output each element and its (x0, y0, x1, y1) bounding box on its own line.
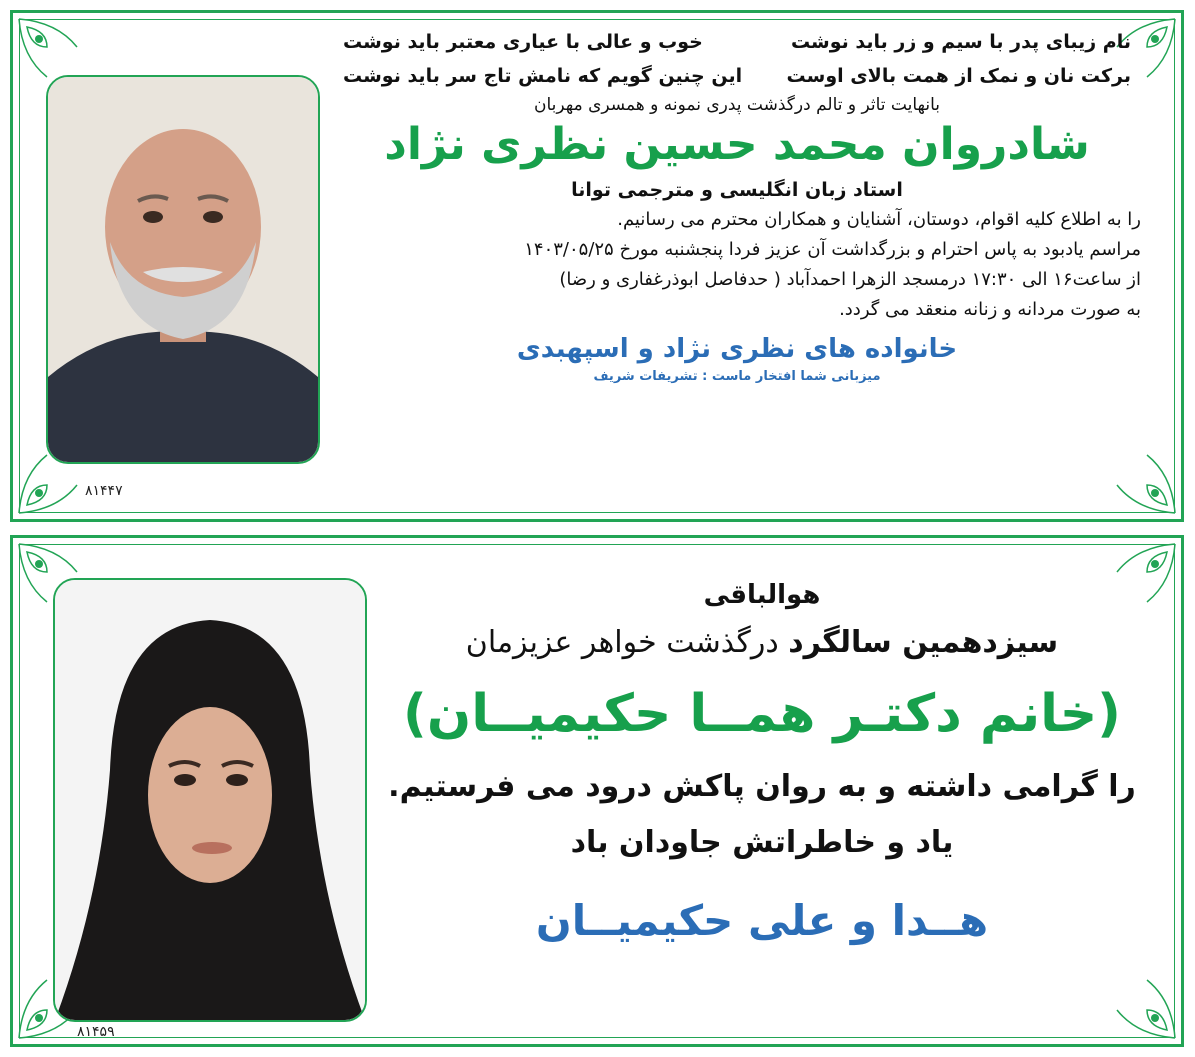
portrait-photo-man (46, 75, 320, 464)
portrait-photo-woman (53, 578, 367, 1022)
body-line: مراسم یادبود به پاس احترام و بزرگداشت آن عزیز فردا پنجشنبه مورخ ۱۴۰۳/۰۵/۲۵ (524, 239, 1141, 260)
corner-ornament-icon (1107, 445, 1177, 515)
deceased-name: (خانم دکتـر همــا حکیمیــان) (403, 684, 1121, 744)
heading: هوالباقی (703, 580, 821, 610)
corner-ornament-icon (1107, 970, 1177, 1040)
announcement (383, 617, 1141, 669)
ad1-text-block (323, 25, 1151, 384)
poem-row-1 (323, 25, 1151, 59)
anniversary-ad-hakimian (10, 535, 1184, 1047)
body-line: به صورت مردانه و زنانه منعقد می گردد. (839, 299, 1141, 320)
ad-code: ۸۱۴۴۷ (85, 483, 123, 499)
ad2-text-block (383, 573, 1141, 961)
family-signature: هــدا و علی حکیمیــان (535, 896, 989, 945)
poem-verse: خوب و عالی با عیاری معتبر باید نوشت (343, 31, 703, 53)
deceased-title: استاد زبان انگلیسی و مترجمی توانا (571, 179, 903, 201)
body-line: از ساعت۱۶ الی ۱۷:۳۰ درمسجد الزهرا احمدآباد ( حدفاصل ابوذرغفاری و رضا) (559, 269, 1141, 290)
body-line: یاد و خاطراتش جاودان باد (570, 825, 954, 860)
obituary-ad-nazari (10, 10, 1184, 522)
body-line: را گرامی داشته و به روان پاکش درود می فرستیم. (388, 769, 1136, 804)
body-line: را به اطلاع کلیه اقوام، دوستان، آشنایان و همکاران محترم می رسانیم. (617, 209, 1141, 230)
ad-code: ۸۱۴۵۹ (77, 1024, 115, 1040)
announcement-bold: سیزدهمین سالگرد (788, 625, 1059, 660)
intro-line: بانهایت تاثر و تالم درگذشت پدری نمونه و همسری مهربان (533, 95, 941, 115)
poem-verse: این چنین گویم که نامش تاج سر باید نوشت (343, 65, 743, 87)
host-line: میزبانی شما افتخار ماست : تشریفات شریف (593, 369, 881, 384)
family-signature: خانواده های نظری نژاد و اسپهبدی (516, 334, 958, 364)
poem-row-2 (323, 59, 1151, 93)
poem-verse: برکت نان و نمک از همت بالای اوست (786, 65, 1131, 87)
announcement-rest: درگذشت خواهر عزیزمان (465, 625, 789, 660)
poem-verse: نام زیبای پدر با سیم و زر باید نوشت (790, 31, 1131, 53)
deceased-name: شادروان محمد حسین نظری نژاد (384, 119, 1090, 170)
